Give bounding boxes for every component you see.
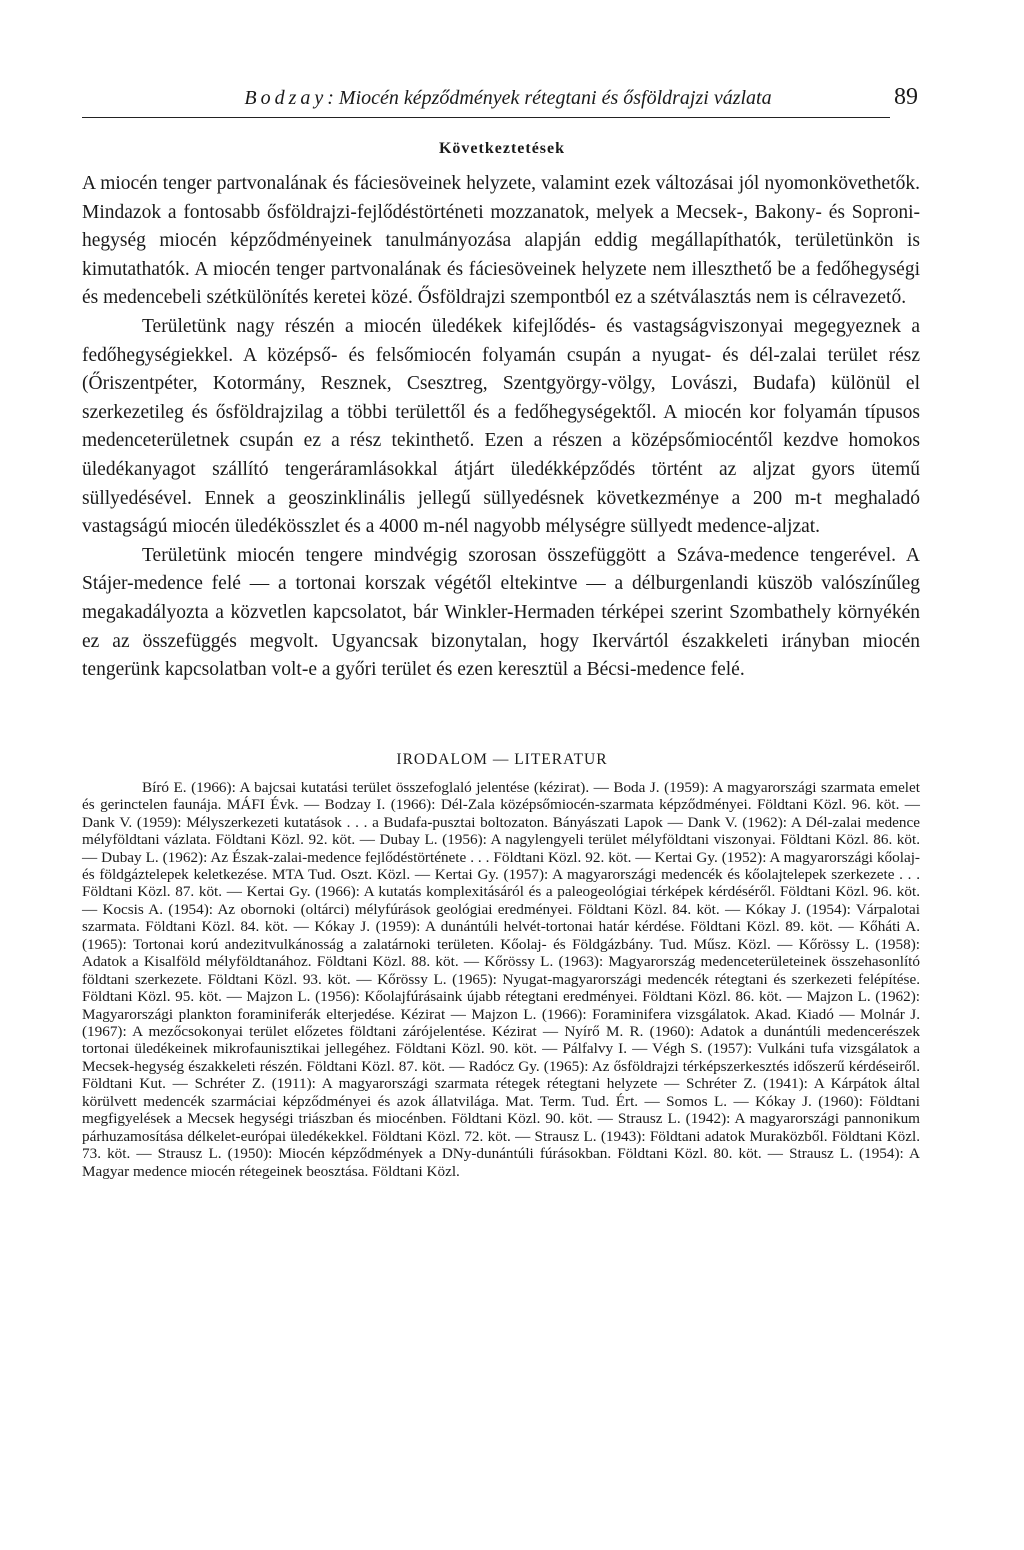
page-number: 89 [894, 84, 918, 110]
section-title: Következtetések [438, 140, 566, 157]
bibliography-text: Bíró E. (1966): A bajcsai kutatási terület összefoglaló jelentése (kézirat). — Boda J. (1959): A magyarországi szarmata emelet és gerinctelen faunája. MÁFI Évk. — Bodzay I. (1966): Dél-Zala középsőmiocén-szarmata képződményei. Földtani Közl. 96. köt. — Dank V. (1959): Mélyszerkezeti kutatások . . . a Budafa-pusztai boltozaton. Bányászati Lapok — Dank V. (1962): A Dél-zalai medence mélyföldtani vázlata. Földtani Közl. 92. köt. — Dubay L. (1956): A nagylengyeli terület mélyföldtani viszonyai. Földtani Közl. 86. köt. — Dubay L. (1962): Az Észak-zalai-medence fejlődéstörténete . . . Földtani Közl. 92. köt. — Kertai Gy. (1952): A magyarországi kőolaj- és földgáztelepek keletkezése. MTA Tud. Oszt. Közl. — Kertai Gy. (1957): A magyarországi medencék és kőolajtelepek szerkezete . . . Földtani Közl. 87. köt. — Kertai Gy. (1966): A kutatás komplexitásáról és a paleogeológiai térképek kérdéséről. Földtani Közl. 96. köt. — Kocsis A. (1954): Az obornoki (oltárci) mélyfúrások geológiai eredményei. Földtani Közl. 84. köt. — Kókay J. (1954): Várpalotai szarmata. Földtani Közl. 84. köt. — Kókay J. (1959): A dunántúli helvét-tortonai határ kérdése. Földtani Közl. 89. köt. — Kőháti A. (1965): Tortonai korú andezitvulkánosság a zalatárnoki területen. Kőolaj- és Földgázbány. Tud. Műsz. Közl. — Kőrössy L. (1958): Adatok a Kisalföld mélyföldtanához. Földtani Közl. 88. köt. — Kőrössy L. (1963): Magyarország medenceterületeinek összehasonlító földtani szerkezete. Földtani Közl. 93. köt. — Kőrössy L. (1965): Nyugat-magyarországi medencék rétegtani és szerkezeti felépítése. Földtani Közl. 95. köt. — Majzon L. (1956): Kőolajfúrásaink újabb rétegtani eredményei. Földtani Közl. 86. köt. — Majzon L. (1962): Magyarországi plankton foraminiferák elterjedése. Kézirat — Majzon L. (1966): Foraminifera vizsgálatok. Akad. Kiadó — Molnár J. (1967): A mezőcsokonyai terület előzetes földtani zárójelentése. Kézirat — Nyírő M. R. (1960): Adatok a dunántúli medencerészek tortonai üledékeinek mikrofaunisztikai jellegéhez. Földtani Közl. 90. köt. — Pálfalvy I. — Végh S. (1957): Vulkáni tufa vizsgálatok a Mecsek-hegység északkeleti részén. Földtani Közl. 87. köt. — Radócz Gy. (1965): Az ősföldrajzi térképszerkesztés időszerű kérdéseiről. Földtani Kut. — Schréter Z. (1911): A magyarországi szarmata rétegek rétegtani helyzete — Schréter Z. (1941): A Kárpátok által körülvett medencék szarmáciai képződményei és azok állatvilága. Mat. Term. Tud. Ért. — Somos L. — Kókay J. (1960): Földtani megfigyelések a Mecsek hegységi triászban és miocénben. Földtani Közl. 90. köt. — Strausz L. (1942): A magyarországi pannonikum párhuzamosítása délkelet-európai üledékekkel. Földtani Közl. 72. köt. — Strausz L. (1943): Földtani adatok Muraközből. Földtani Közl. 73. köt. — Strausz L. (1950): Miocén képződmények a DNy-dunántúli fúrásokban. Földtani Közl. 80. köt. — Strausz L. (1954): A Magyar medence miocén rétegeinek beosztása. Földtani Közl. [82, 778, 920, 1180]
running-head-title [82, 87, 894, 110]
paragraph: Területünk nagy részén a miocén üledékek kifejlődés- és vastagságviszonyai megegyeznek a fedőhegységiekkel. A középső- és felsőmiocén folyamán csupán a nyugat- és dél-zalai terület rész (Őriszentpéter, Kotormány, Resznek, Csesztreg, Szentgyörgy-völgy, Lovászi, Budafa) különül el szerkezetileg és ősföldrajzilag a többi területtől és a fedőhegységektől. A miocén kor folyamán típusos medenceterületnek csupán ez a rész tekinthető. Ezen a részen a középsőmiocéntől kezdve homokos üledékanyagot szállító tengeráramlásokkal átjárt üledékképződés történt az aljzat gyors ütemű süllyedésével. Ennek a geoszinklinális jellegű süllyedésnek következménye a 200 m-t meghaladó vastagságú miocén üledékösszlet és a 4000 m-nél nagyobb mélységre süllyedt medence-aljzat. [82, 315, 920, 538]
page [82, 84, 922, 1180]
paragraph: Területünk miocén tengere mindvégig szorosan összefüggött a Száva-medence tengerével. A Stájer-medence felé — a tortonai korszak végétől eltekintve — a délburgenlandi küszöb valószínűleg megakadályozta a közvetlen kapcsolatot, bár Winkler-Hermaden térképei szerint Szombathely környékén ez az összefüggés megvolt. Ugyancsak bizonytalan, hogy Ikervártól északkeleti irányban miocén tengerünk kapcsolatban volt-e a győri terület és ezen keresztül a Bécsi-medence felé. [82, 544, 920, 681]
running-header [82, 84, 922, 111]
running-head-text: : Miocén képződmények rétegtani és ősföldrajzi vázlata [327, 87, 772, 109]
running-head-author: Bodzay [244, 87, 328, 109]
conclusions-body [82, 170, 920, 685]
bibliography-title: IRODALOM — LITERATUR [396, 750, 608, 768]
header-rule [82, 117, 890, 118]
paragraph: A miocén tenger partvonalának és fáciesöveinek helyzete, valamint ezek változásai jól nyomonkövethetők. Mindazok a fontosabb ősföldrajzi-fejlődéstörténeti mozzanatok, melyek a Mecsek-, Bakony- és Soproni-hegység miocén képződményeinek tanulmányozása alapján eddig megállapíthatók, területünkön is kimutathatók. A miocén tenger partvonalának és fáciesöveinek helyzete nem illeszthető be a fedőhegységi és medencebeli szétkülönítés keretei közé. Ősföldrajzi szempontból ez a szétválasztás nem is célravezető. [82, 173, 920, 309]
